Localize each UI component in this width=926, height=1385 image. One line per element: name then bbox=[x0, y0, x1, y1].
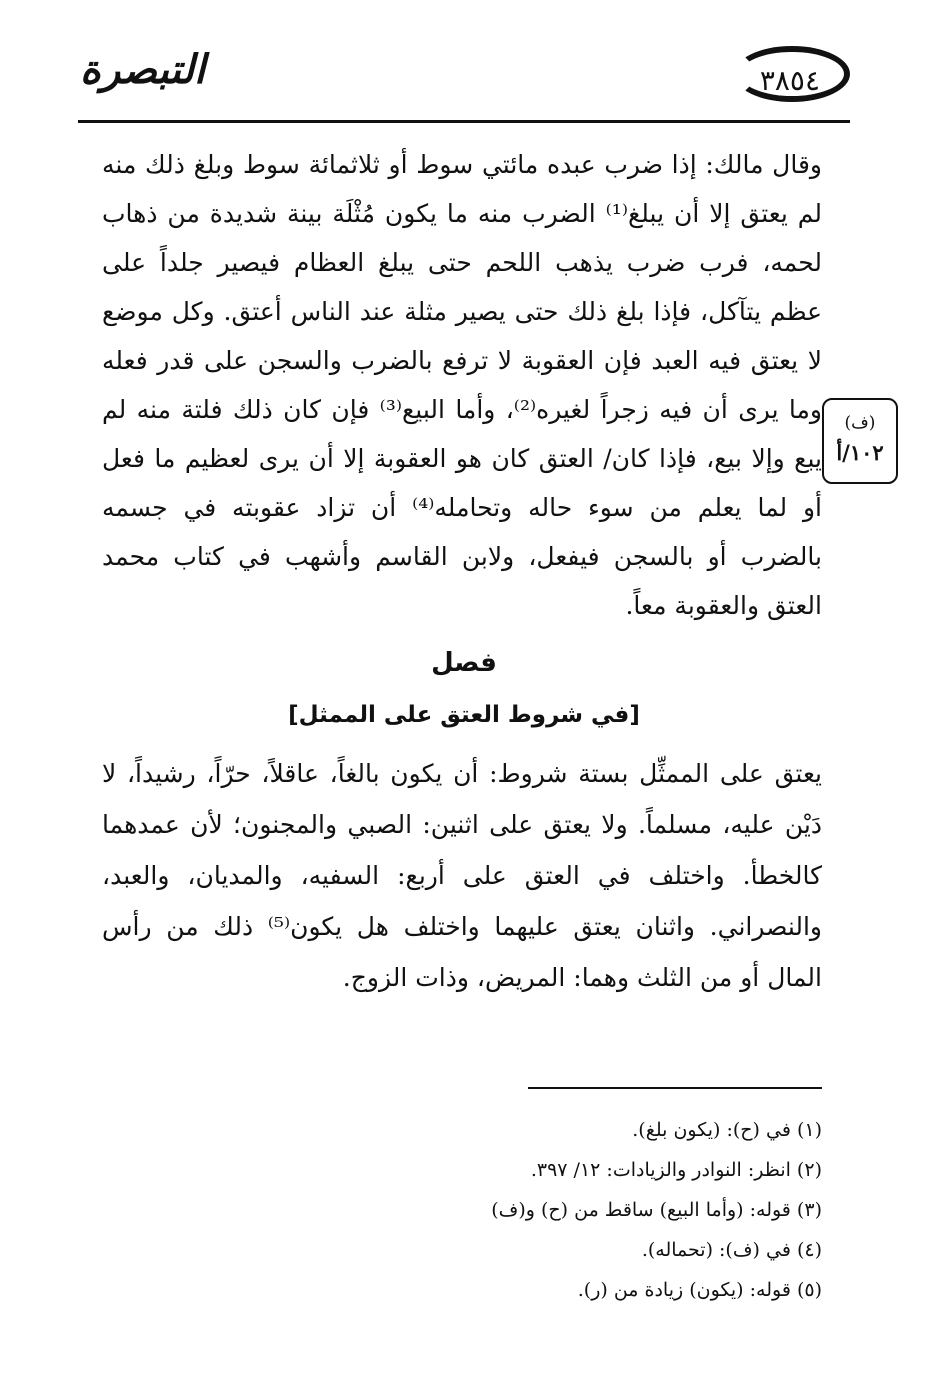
section-text-block bbox=[102, 748, 822, 1003]
book-title-logo: التبصرة bbox=[80, 46, 206, 93]
main-text-block bbox=[102, 140, 822, 630]
section-subheading: [في شروط العتق على الممثل] bbox=[288, 702, 640, 728]
margin-note-siglum: (ف) bbox=[844, 413, 876, 433]
footnote-5: (٥) قوله: (يكون) زيادة من (ر). bbox=[577, 1279, 822, 1301]
footnote-1: (١) في (ح): (يكون بلغ). bbox=[632, 1119, 822, 1141]
footnote-separator bbox=[528, 1087, 822, 1089]
footnote-4: (٤) في (ف): (تحماله). bbox=[641, 1239, 822, 1261]
footnote-2: (٢) انظر: النوادر والزيادات: ١٢/ ٣٩٧. bbox=[530, 1159, 822, 1181]
header-rule bbox=[78, 120, 850, 123]
margin-note-folio: ١٠٢/أ bbox=[836, 440, 884, 465]
section-heading: فصل bbox=[431, 648, 497, 678]
paragraph-2: يعتق على الممثِّل بستة شروط: أن يكون بالغاً، عاقلاً، حرّاً، رشيداً، لا دَيْن عليه، مسلماً. ولا يعتق على اثنين: الصبي والمجنون؛ لأن عمدهما كالخطأ. واختلف في العتق على أربع: السفيه، والمديان، والعبد، والنصراني. واثنان يعتق عليهما واختلف هل يكون⁽⁵⁾ ذلك من رأس المال أو من الثلث وهما: المريض، وذات الزوج. bbox=[102, 759, 822, 992]
page-number: ٣٨٥٤ bbox=[759, 64, 820, 97]
margin-manuscript-reference bbox=[822, 398, 898, 484]
paragraph-1: وقال مالك: إذا ضرب عبده مائتي سوط أو ثلاثمائة سوط وبلغ ذلك منه لم يعتق إلا أن يبلغ⁽¹⁾ الضرب منه ما يكون مُثْلَة بينة شديدة من ذهاب لحمه، فرب ضرب يذهب اللحم حتى يبلغ العظام فيصير جلداً على عظم يتآكل، فإذا بلغ ذلك حتى يصير مثلة عند الناس أعتق. وكل موضع لا يعتق فيه العبد فإن العقوبة لا ترفع بالضرب والسجن على قدر فعله وما يرى أن فيه زجراً لغيره⁽²⁾، وأما البيع⁽³⁾ فإن كان ذلك فلتة منه لم يبع وإلا بيع، فإذا كان/ العتق كان هو العقوبة إلا أن يرى لعظيم ما فعل أو لما يعلم من سوء حاله وتحامله⁽⁴⁾ أن تزاد عقوبته في جسمه بالضرب أو بالسجن فيفعل، ولابن القاسم وأشهب في كتاب محمد العتق والعقوبة معاً. bbox=[102, 150, 823, 620]
footnote-3: (٣) قوله: (وأما البيع) ساقط من (ح) و(ف) bbox=[491, 1199, 822, 1221]
page-header bbox=[70, 38, 850, 130]
footnotes bbox=[222, 1110, 822, 1310]
